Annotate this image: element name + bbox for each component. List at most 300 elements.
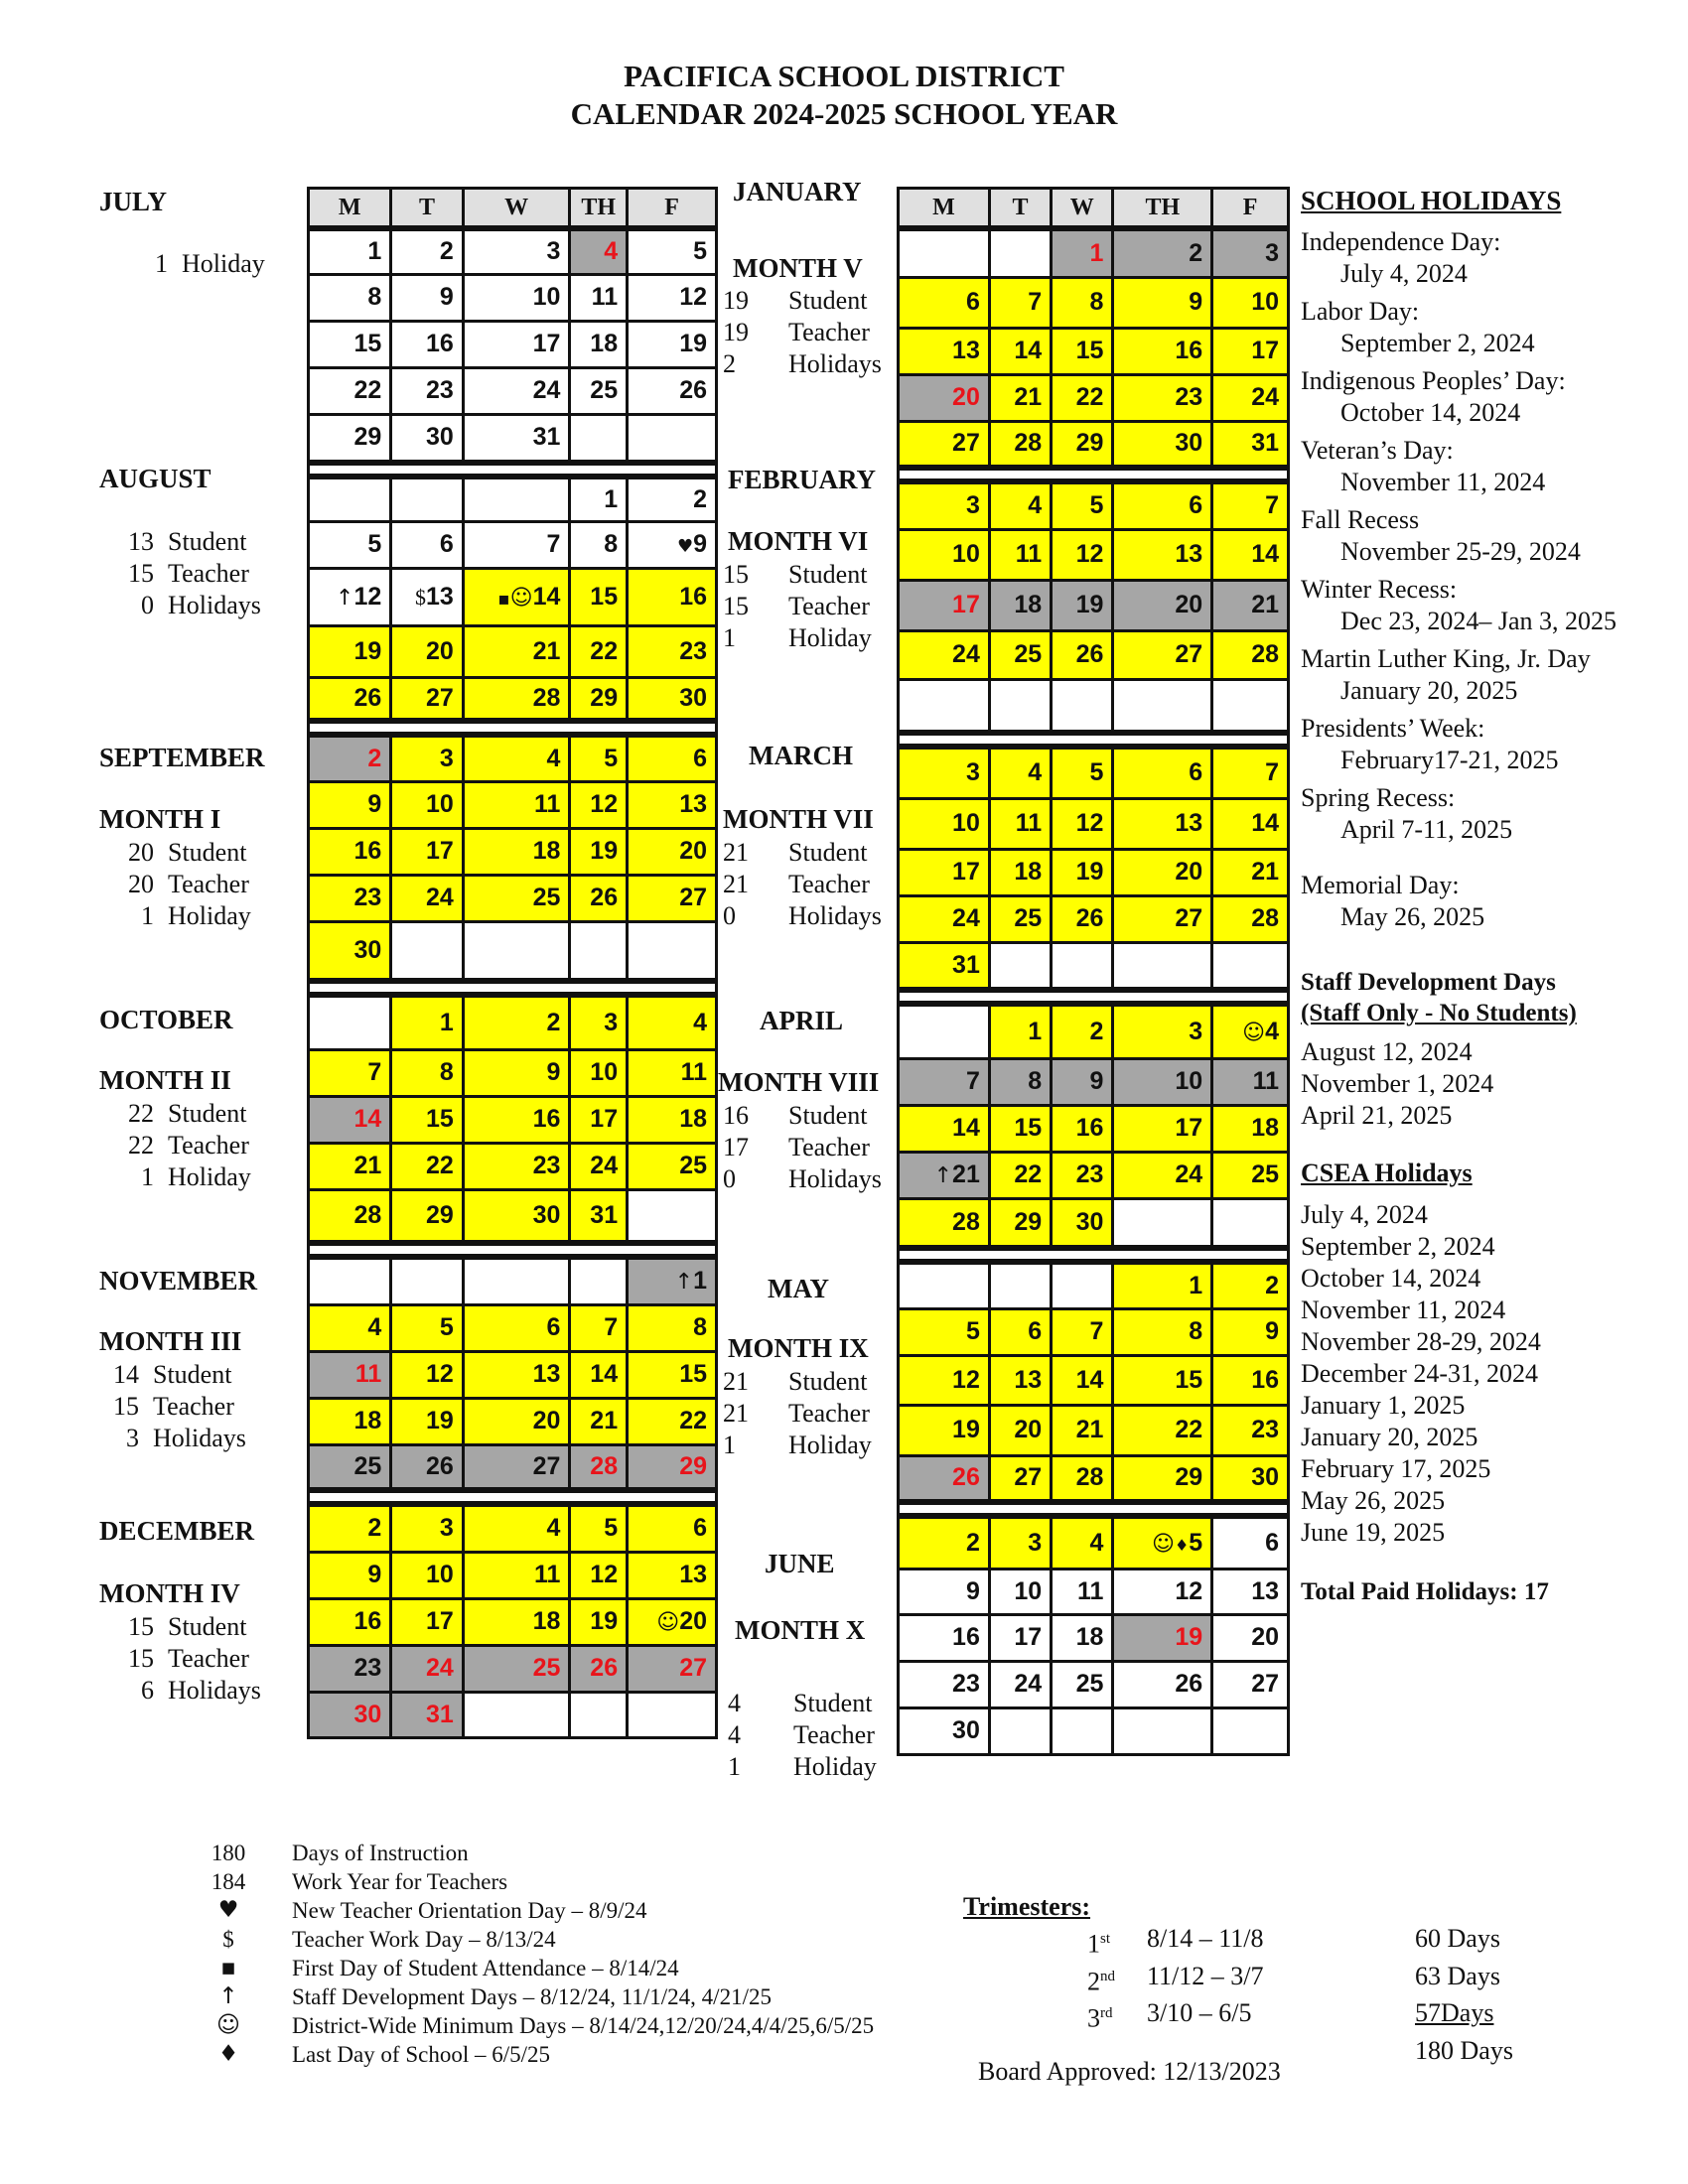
day-cell[interactable] (463, 1598, 570, 1645)
day-cell[interactable] (1212, 1262, 1289, 1308)
day-cell[interactable] (391, 1304, 463, 1351)
day-cell[interactable] (570, 521, 628, 568)
day-cell[interactable] (1212, 1004, 1289, 1058)
day-cell[interactable] (1113, 228, 1212, 277)
day-cell[interactable] (391, 521, 463, 568)
day-cell[interactable] (570, 1351, 628, 1398)
day-cell[interactable] (899, 1707, 990, 1754)
day-cell[interactable] (1113, 1614, 1212, 1661)
day-number: 18 (532, 837, 561, 865)
day-cell[interactable] (989, 1661, 1051, 1707)
day-number: 19 (590, 837, 619, 865)
day-cell[interactable] (570, 321, 628, 367)
day-cell[interactable] (309, 1049, 391, 1096)
day-cell[interactable] (1212, 1614, 1289, 1661)
day-cell[interactable] (570, 1444, 628, 1490)
day-cell[interactable] (391, 995, 463, 1049)
day-number: 14 (532, 582, 561, 611)
day-cell[interactable] (1212, 277, 1289, 328)
day-cell[interactable] (1113, 1308, 1212, 1355)
day-cell[interactable] (570, 677, 628, 721)
legend-text: Teacher Work Day – 8/13/24 (292, 1927, 556, 1952)
day-cell[interactable] (1113, 580, 1212, 630)
legend-row (199, 1896, 874, 1925)
day-cell[interactable] (1052, 1569, 1113, 1614)
day-cell[interactable] (628, 1444, 717, 1490)
day-cell[interactable] (1052, 1198, 1113, 1248)
day-cell[interactable] (1212, 1152, 1289, 1198)
day-cell[interactable] (1212, 374, 1289, 421)
day-cell[interactable] (1212, 630, 1289, 679)
day-cell[interactable] (1052, 1058, 1113, 1105)
day-cell[interactable] (989, 1308, 1051, 1355)
day-cell[interactable] (309, 1398, 391, 1444)
day-number: 1 (367, 237, 382, 266)
day-cell[interactable] (391, 1692, 463, 1737)
day-cell[interactable] (899, 1152, 990, 1198)
day-number: 13 (1014, 1365, 1043, 1394)
day-cell[interactable] (1052, 1661, 1113, 1707)
legend-text: Work Year for Teachers (292, 1869, 508, 1894)
count-row (126, 248, 265, 280)
day-cell[interactable] (391, 1189, 463, 1243)
day-cell[interactable] (1212, 1355, 1289, 1405)
day-cell[interactable] (1052, 374, 1113, 421)
day-cell[interactable] (463, 875, 570, 921)
day-cell[interactable] (1052, 228, 1113, 277)
day-cell[interactable] (899, 1516, 990, 1569)
day-number: 8 (1189, 1317, 1203, 1345)
day-cell[interactable] (309, 1351, 391, 1398)
day-cell[interactable] (391, 1398, 463, 1444)
day-cell[interactable] (463, 1143, 570, 1189)
day-cell[interactable] (1113, 1569, 1212, 1614)
count-value: 20 (128, 838, 154, 867)
day-cell[interactable] (989, 1516, 1051, 1569)
day-cell[interactable] (463, 735, 570, 781)
day-cell[interactable] (628, 995, 717, 1049)
day-cell[interactable] (628, 781, 717, 828)
day-cell[interactable] (1052, 1152, 1113, 1198)
day-cell[interactable] (1052, 1004, 1113, 1058)
day-cell[interactable] (391, 735, 463, 781)
day-cell[interactable] (463, 1645, 570, 1692)
day-cell[interactable] (391, 1598, 463, 1645)
day-cell[interactable] (570, 1143, 628, 1189)
day-cell[interactable] (628, 274, 717, 321)
day-cell[interactable] (570, 1049, 628, 1096)
empty-cell (309, 1257, 391, 1304)
day-cell[interactable] (391, 1143, 463, 1189)
day-cell[interactable] (1113, 1105, 1212, 1152)
day-cell[interactable] (309, 414, 391, 463)
day-cell[interactable] (1212, 421, 1289, 468)
day-cell[interactable] (463, 1398, 570, 1444)
holiday-item (1301, 713, 1678, 776)
day-cell[interactable] (628, 477, 717, 521)
day-cell[interactable] (1052, 747, 1113, 798)
day-cell[interactable] (1212, 895, 1289, 942)
legend-text: Days of Instruction (292, 1841, 469, 1865)
day-cell[interactable] (463, 828, 570, 875)
day-cell[interactable] (1052, 1516, 1113, 1569)
day-cell[interactable] (391, 1645, 463, 1692)
day-cell[interactable] (1052, 529, 1113, 580)
day-cell[interactable] (1113, 328, 1212, 374)
day-cell[interactable] (309, 274, 391, 321)
day-cell[interactable] (1052, 630, 1113, 679)
day-cell[interactable] (463, 1552, 570, 1598)
day-cell[interactable] (1212, 580, 1289, 630)
day-cell[interactable] (391, 1504, 463, 1552)
day-cell[interactable] (899, 1405, 990, 1455)
day-cell[interactable] (628, 1049, 717, 1096)
day-cell[interactable] (1052, 895, 1113, 942)
day-cell[interactable] (1212, 849, 1289, 895)
day-cell[interactable] (391, 1096, 463, 1143)
day-cell[interactable] (1212, 1516, 1289, 1569)
day-cell[interactable] (1212, 1405, 1289, 1455)
day-cell[interactable] (628, 1645, 717, 1692)
day-cell[interactable] (1052, 421, 1113, 468)
count-row (723, 900, 882, 932)
day-cell[interactable] (899, 374, 990, 421)
day-cell[interactable] (628, 1398, 717, 1444)
day-cell[interactable] (989, 895, 1051, 942)
day-cell[interactable] (989, 1004, 1051, 1058)
day-cell[interactable] (309, 321, 391, 367)
day-cell[interactable] (463, 781, 570, 828)
day-cell[interactable] (570, 995, 628, 1049)
day-cell[interactable] (1212, 228, 1289, 277)
count-row (723, 1100, 882, 1132)
day-cell[interactable] (1212, 1308, 1289, 1355)
day-cell[interactable] (309, 1143, 391, 1189)
day-cell[interactable] (570, 781, 628, 828)
day-cell[interactable] (1212, 1661, 1289, 1707)
day-cell[interactable] (463, 625, 570, 677)
day-cell[interactable] (1052, 1308, 1113, 1355)
day-cell[interactable] (463, 367, 570, 414)
day-cell[interactable] (899, 580, 990, 630)
day-cell[interactable] (1052, 1405, 1113, 1455)
holiday-date: July 4, 2024 (1340, 259, 1468, 288)
day-cell[interactable] (309, 1692, 391, 1737)
day-cell[interactable] (989, 1105, 1051, 1152)
day-cell[interactable] (628, 1351, 717, 1398)
day-cell[interactable] (391, 274, 463, 321)
day-cell[interactable] (1052, 798, 1113, 849)
day-cell[interactable] (899, 798, 990, 849)
day-cell[interactable] (570, 1552, 628, 1598)
day-cell[interactable] (309, 781, 391, 828)
day-cell[interactable] (570, 1304, 628, 1351)
day-number: 30 (353, 1700, 382, 1728)
day-cell[interactable] (1052, 580, 1113, 630)
day-cell[interactable] (570, 274, 628, 321)
day-cell[interactable] (570, 477, 628, 521)
day-cell[interactable] (309, 875, 391, 921)
day-cell[interactable] (463, 1304, 570, 1351)
day-cell[interactable] (391, 677, 463, 721)
day-cell[interactable] (628, 875, 717, 921)
day-cell[interactable] (989, 529, 1051, 580)
day-cell[interactable] (989, 277, 1051, 328)
day-cell[interactable] (899, 1198, 990, 1248)
day-cell[interactable] (899, 942, 990, 990)
day-cell[interactable] (989, 747, 1051, 798)
day-cell[interactable] (628, 677, 717, 721)
day-cell[interactable] (1052, 1105, 1113, 1152)
day-cell[interactable] (989, 798, 1051, 849)
day-cell[interactable] (391, 828, 463, 875)
day-cell[interactable] (989, 328, 1051, 374)
day-cell[interactable] (989, 630, 1051, 679)
day-cell[interactable] (463, 995, 570, 1049)
day-cell[interactable] (1212, 1455, 1289, 1502)
day-cell[interactable] (899, 895, 990, 942)
empty-cell (309, 477, 391, 521)
day-cell[interactable] (1113, 630, 1212, 679)
day-cell[interactable] (309, 1504, 391, 1552)
day-cell[interactable] (628, 521, 717, 568)
day-cell[interactable] (628, 228, 717, 274)
day-cell[interactable] (989, 374, 1051, 421)
day-cell[interactable] (309, 1096, 391, 1143)
day-cell[interactable] (628, 1504, 717, 1552)
day-cell[interactable] (463, 568, 570, 625)
day-cell[interactable] (570, 875, 628, 921)
day-cell[interactable] (391, 1351, 463, 1398)
count-row (97, 1391, 246, 1423)
day-number: 12 (590, 1561, 619, 1588)
day-cell[interactable] (570, 228, 628, 274)
day-number: 22 (1175, 1416, 1203, 1443)
day-cell[interactable] (628, 1304, 717, 1351)
day-cell[interactable] (309, 828, 391, 875)
day-cell[interactable] (391, 1444, 463, 1490)
trimester-days: 60 Days (1415, 1924, 1500, 1953)
day-cell[interactable] (1113, 1516, 1212, 1569)
day-cell[interactable] (391, 781, 463, 828)
day-cell[interactable] (570, 828, 628, 875)
day-cell[interactable] (463, 414, 570, 463)
day-cell[interactable] (570, 367, 628, 414)
day-cell[interactable] (463, 1096, 570, 1143)
day-cell[interactable] (463, 521, 570, 568)
day-number: 13 (1175, 809, 1203, 837)
day-cell[interactable] (391, 228, 463, 274)
day-cell[interactable] (1113, 481, 1212, 529)
day-cell[interactable] (463, 1504, 570, 1552)
day-cell[interactable] (463, 1049, 570, 1096)
holiday-name: Independence Day: (1301, 227, 1501, 256)
day-cell[interactable] (1113, 1405, 1212, 1455)
day-cell[interactable] (628, 1096, 717, 1143)
day-cell[interactable] (1113, 895, 1212, 942)
day-cell[interactable] (899, 1058, 990, 1105)
day-cell[interactable] (1113, 1004, 1212, 1058)
day-cell[interactable] (989, 1058, 1051, 1105)
day-cell[interactable] (309, 367, 391, 414)
count-row (723, 869, 882, 900)
day-cell[interactable] (463, 1189, 570, 1243)
day-number: 27 (1014, 1463, 1043, 1492)
day-cell[interactable] (989, 1405, 1051, 1455)
day-cell[interactable] (628, 1143, 717, 1189)
day-cell[interactable] (1052, 1455, 1113, 1502)
day-cell[interactable] (628, 568, 717, 625)
day-cell[interactable] (989, 481, 1051, 529)
day-cell[interactable] (899, 747, 990, 798)
day-cell[interactable] (309, 735, 391, 781)
day-cell[interactable] (463, 677, 570, 721)
day-cell[interactable] (628, 735, 717, 781)
day-cell[interactable] (309, 1552, 391, 1598)
day-cell[interactable] (1212, 328, 1289, 374)
day-cell[interactable] (463, 1444, 570, 1490)
day-cell[interactable] (1212, 1569, 1289, 1614)
day-cell[interactable] (989, 1198, 1051, 1248)
day-cell[interactable] (309, 1189, 391, 1243)
day-cell[interactable] (570, 735, 628, 781)
day-number: 12 (425, 1360, 454, 1388)
day-cell[interactable] (1113, 1455, 1212, 1502)
day-cell[interactable] (309, 521, 391, 568)
day-cell[interactable] (1113, 374, 1212, 421)
day-cell[interactable] (899, 421, 990, 468)
day-cell[interactable] (1052, 1355, 1113, 1405)
day-cell[interactable] (1052, 849, 1113, 895)
day-cell[interactable] (391, 414, 463, 463)
day-cell[interactable] (899, 1355, 990, 1405)
day-cell[interactable] (1212, 1058, 1289, 1105)
day-cell[interactable] (309, 1645, 391, 1692)
day-cell[interactable] (1113, 1262, 1212, 1308)
day-cell[interactable] (1212, 1105, 1289, 1152)
day-cell[interactable] (989, 1455, 1051, 1502)
day-cell[interactable] (391, 367, 463, 414)
month-number: MONTH V (733, 253, 863, 283)
day-cell[interactable] (1113, 529, 1212, 580)
day-cell[interactable] (899, 630, 990, 679)
day-cell[interactable] (309, 921, 391, 981)
day-cell[interactable] (628, 625, 717, 677)
day-cell[interactable] (628, 1552, 717, 1598)
day-cell[interactable] (989, 1614, 1051, 1661)
day-cell[interactable] (309, 625, 391, 677)
day-cell[interactable] (463, 274, 570, 321)
day-cell[interactable] (628, 367, 717, 414)
day-cell[interactable] (1212, 747, 1289, 798)
day-cell[interactable] (1113, 1355, 1212, 1405)
day-cell[interactable] (309, 228, 391, 274)
day-cell[interactable] (1212, 798, 1289, 849)
day-cell[interactable] (989, 1355, 1051, 1405)
holiday-name: Veteran’s Day: (1301, 436, 1454, 465)
day-cell[interactable] (463, 1351, 570, 1398)
day-cell[interactable] (989, 421, 1051, 468)
day-cell[interactable] (628, 1598, 717, 1645)
day-cell[interactable] (1052, 1614, 1113, 1661)
day-cell[interactable] (989, 580, 1051, 630)
day-cell[interactable] (899, 1105, 990, 1152)
week-row (899, 1262, 1289, 1308)
day-cell[interactable] (899, 1661, 990, 1707)
day-cell[interactable] (463, 321, 570, 367)
day-cell[interactable] (570, 1598, 628, 1645)
day-cell[interactable] (570, 1189, 628, 1243)
day-cell[interactable] (309, 677, 391, 721)
day-cell[interactable] (628, 1257, 717, 1304)
day-cell[interactable] (570, 1398, 628, 1444)
day-cell[interactable] (1113, 1661, 1212, 1707)
day-cell[interactable] (899, 481, 990, 529)
day-cell[interactable] (570, 625, 628, 677)
day-cell[interactable] (628, 828, 717, 875)
empty-cell (463, 1257, 570, 1304)
day-cell[interactable] (391, 1049, 463, 1096)
day-cell[interactable] (1113, 1152, 1212, 1198)
day-cell[interactable] (309, 568, 391, 625)
day-cell[interactable] (1113, 1058, 1212, 1105)
day-cell[interactable] (1113, 747, 1212, 798)
day-cell[interactable] (309, 1444, 391, 1490)
day-cell[interactable] (391, 321, 463, 367)
day-number: 11 (1015, 809, 1043, 837)
day-cell[interactable] (391, 568, 463, 625)
day-cell[interactable] (899, 277, 990, 328)
day-cell[interactable] (1052, 328, 1113, 374)
day-cell[interactable] (463, 228, 570, 274)
week-row (899, 1152, 1289, 1198)
day-cell[interactable] (989, 1569, 1051, 1614)
day-cell[interactable] (309, 1304, 391, 1351)
day-cell[interactable] (570, 1645, 628, 1692)
day-cell[interactable] (570, 1096, 628, 1143)
day-cell[interactable] (899, 1614, 990, 1661)
count-label: Holiday (168, 1162, 251, 1191)
day-cell[interactable] (899, 529, 990, 580)
day-cell[interactable] (1113, 849, 1212, 895)
day-cell[interactable] (899, 1569, 990, 1614)
day-cell[interactable] (899, 328, 990, 374)
day-cell[interactable] (899, 849, 990, 895)
day-cell[interactable] (899, 1308, 990, 1355)
up-arrow-icon: ↑ (218, 1983, 238, 2009)
day-cell[interactable] (1212, 481, 1289, 529)
day-cell[interactable] (391, 625, 463, 677)
day-number: 2 (1189, 238, 1203, 267)
day-cell[interactable] (1052, 277, 1113, 328)
day-cell[interactable] (570, 568, 628, 625)
day-cell[interactable] (391, 875, 463, 921)
day-cell[interactable] (1113, 277, 1212, 328)
day-number: 8 (367, 283, 382, 311)
week-row (309, 1504, 717, 1552)
day-cell[interactable] (1113, 421, 1212, 468)
day-cell[interactable] (628, 321, 717, 367)
day-cell[interactable] (989, 849, 1051, 895)
day-cell[interactable] (989, 1152, 1051, 1198)
day-cell[interactable] (899, 1455, 990, 1502)
day-cell[interactable] (1212, 529, 1289, 580)
day-cell[interactable] (1052, 481, 1113, 529)
day-cell[interactable] (570, 1504, 628, 1552)
day-cell[interactable] (309, 1598, 391, 1645)
day-cell[interactable] (391, 1552, 463, 1598)
day-cell[interactable] (1113, 798, 1212, 849)
